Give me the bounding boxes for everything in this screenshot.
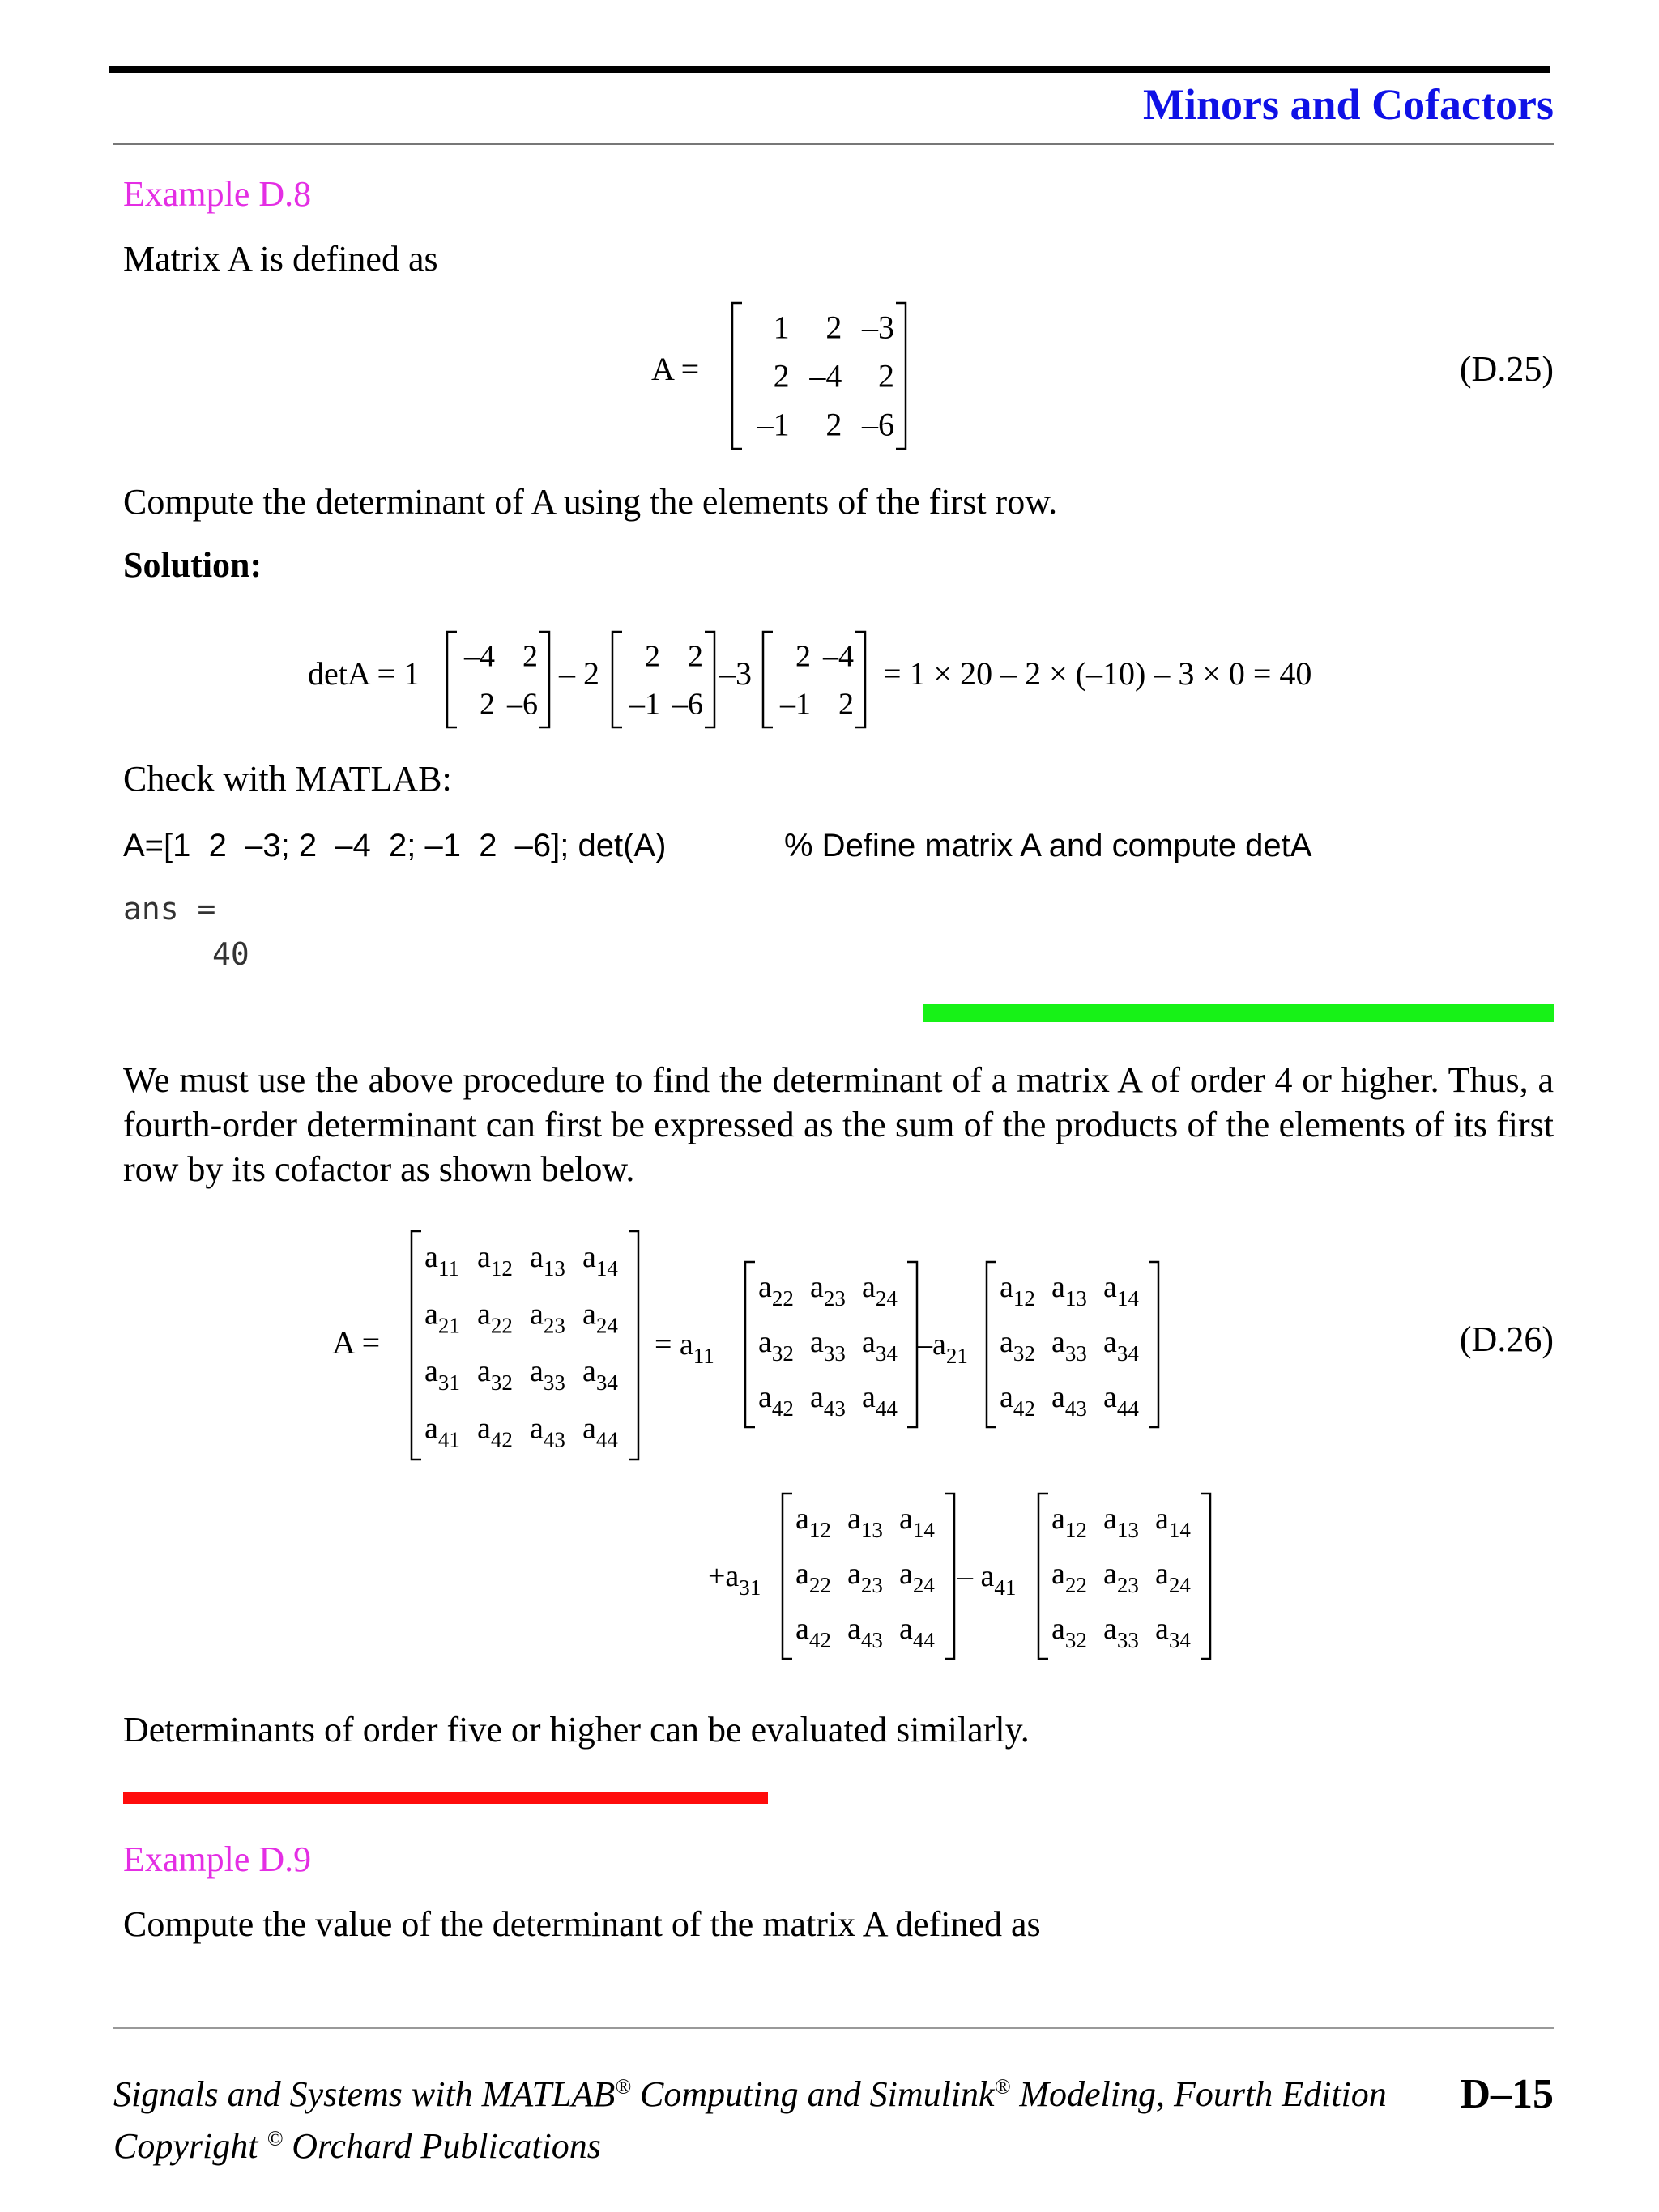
matrix-cell: $a_{22}$ bbox=[1051, 1556, 1087, 1597]
svg-text:= a11: = $a_{11}$ bbox=[655, 1328, 714, 1368]
matrix-cell: $a_{23}$ bbox=[530, 1297, 565, 1338]
matrix-cell: $a_{42}$ bbox=[795, 1611, 831, 1652]
term1-coef bbox=[653, 1312, 742, 1369]
matrix-cell: $a_{44}$ bbox=[899, 1611, 935, 1652]
expansion-lhs: A = bbox=[332, 1324, 381, 1361]
footer-book-part1: Signals and Systems with MATLAB bbox=[113, 2074, 616, 2114]
matrix-cell: $a_{34}$ bbox=[1155, 1611, 1191, 1652]
matrix-cell: $a_{34}$ bbox=[862, 1324, 898, 1366]
matrix-cell: –4 bbox=[464, 639, 495, 674]
green-divider-bar bbox=[923, 1004, 1554, 1022]
matrix-cell: $a_{23}$ bbox=[1103, 1556, 1139, 1597]
matrix-cell: $a_{22}$ bbox=[758, 1269, 794, 1311]
matrix-cell: $a_{42}$ bbox=[1000, 1379, 1035, 1421]
matrix-cell: $a_{43}$ bbox=[530, 1411, 565, 1452]
det-rhs: = 1 × 20 – 2 × (–10) – 3 × 0 = 40 bbox=[883, 655, 1312, 692]
matrix-cell: 2 bbox=[773, 357, 790, 394]
matrix-cell: $a_{32}$ bbox=[758, 1324, 794, 1366]
matrix-cell: –6 bbox=[862, 406, 894, 443]
matrix-cell: $a_{24}$ bbox=[899, 1556, 935, 1597]
svg-text:– a41: – $a_{41}$ bbox=[957, 1559, 1017, 1600]
copyright-label: Copyright bbox=[113, 2126, 258, 2166]
eq-number-d26: (D.26) bbox=[1459, 1319, 1554, 1359]
header-rule bbox=[109, 66, 1550, 73]
matrix-cell: $a_{14}$ bbox=[582, 1240, 618, 1281]
matrix-cell: $a_{32}$ bbox=[1000, 1324, 1035, 1366]
matrix-cell: 2 bbox=[522, 639, 538, 674]
publisher-name: Orchard Publications bbox=[283, 2126, 601, 2166]
red-divider-bar bbox=[123, 1792, 768, 1804]
matrix-a bbox=[729, 300, 923, 454]
matlab-ans-value: 40 bbox=[212, 936, 249, 972]
matrix-cell: $a_{14}$ bbox=[1103, 1269, 1139, 1311]
example-d9-title: Example D.9 bbox=[123, 1839, 312, 1879]
matrix-cell: $a_{41}$ bbox=[424, 1411, 460, 1452]
footer-book-part2: Computing and Simulink bbox=[631, 2074, 995, 2114]
matrix-cell: 2 bbox=[878, 357, 894, 394]
matrix-cell: $a_{34}$ bbox=[582, 1354, 618, 1396]
svg-text:+a31: $+a_{31}$ bbox=[708, 1559, 761, 1600]
header-divider bbox=[113, 143, 1554, 145]
matrix-cell: 2 bbox=[688, 639, 703, 674]
matrix-cell: $a_{33}$ bbox=[1103, 1611, 1139, 1652]
matrix-cell: 2 bbox=[825, 309, 842, 346]
matrix-cell: 2 bbox=[838, 687, 854, 722]
matrix-a-label: A = bbox=[651, 351, 700, 387]
page-number: D–15 bbox=[1460, 2071, 1554, 2117]
coef-3: –3 bbox=[719, 655, 752, 692]
solution-label: Solution: bbox=[123, 545, 262, 585]
example-d9-task: Compute the value of the determinant of the matrix A defined as bbox=[123, 1904, 1041, 1944]
matrix-cell: $a_{42}$ bbox=[758, 1379, 794, 1421]
matrix-cell: $a_{42}$ bbox=[477, 1411, 513, 1452]
eq-number-d25: (D.25) bbox=[1459, 349, 1554, 389]
matrix-cell: $a_{21}$ bbox=[424, 1297, 460, 1338]
example-d8-intro: Matrix A is defined as bbox=[123, 239, 438, 279]
matrix-cell: $a_{13}$ bbox=[1103, 1501, 1139, 1542]
minor-1 bbox=[444, 629, 554, 731]
matrix-cell: $a_{24}$ bbox=[862, 1269, 898, 1311]
matrix-cell: 2 bbox=[825, 406, 842, 443]
matrix-cell: $a_{43}$ bbox=[847, 1611, 883, 1652]
matrix-cell: –6 bbox=[672, 687, 703, 722]
term4-coef bbox=[956, 1544, 1045, 1600]
matrix-cell: $a_{12}$ bbox=[1051, 1501, 1087, 1542]
matlab-code: A=[1 2 –3; 2 –4 2; –1 2 –6]; det(A) bbox=[123, 828, 667, 863]
matrix-cell: –1 bbox=[629, 687, 660, 722]
footer-book-part3: Modeling, Fourth Edition bbox=[1010, 2074, 1387, 2114]
matrix-cell: –3 bbox=[862, 309, 894, 346]
term1-minor bbox=[742, 1259, 922, 1430]
matrix-cell: $a_{13}$ bbox=[1051, 1269, 1087, 1311]
copyright-symbol: © bbox=[267, 2126, 284, 2150]
matrix-cell: $a_{44}$ bbox=[1103, 1379, 1139, 1421]
matrix-cell: –4 bbox=[809, 357, 842, 394]
registered-mark-2: ® bbox=[994, 2074, 1011, 2099]
footer-copyright bbox=[113, 2125, 601, 2167]
closing-text: Determinants of order five or higher can be evaluated similarly. bbox=[123, 1710, 1030, 1750]
body-paragraph: We must use the above procedure to find the determinant of a matrix A of order 4 or higher. Thus, a fourth-order determinant can first be expressed as the sum of the products of the elements of its first row by its cofactor as shown below. bbox=[123, 1060, 1554, 1189]
matrix-cell: $a_{24}$ bbox=[582, 1297, 618, 1338]
matrix-cell: $a_{14}$ bbox=[899, 1501, 935, 1542]
matrix-cell: $a_{44}$ bbox=[862, 1379, 898, 1421]
matrix-cell: $a_{23}$ bbox=[847, 1556, 883, 1597]
matrix-cell: $a_{43}$ bbox=[1051, 1379, 1087, 1421]
minor-2 bbox=[609, 629, 719, 731]
matrix-cell: 2 bbox=[795, 639, 811, 674]
svg-text:–a21: $-a_{21}$ bbox=[917, 1328, 968, 1368]
coef-2: – 2 bbox=[559, 655, 599, 692]
matrix-cell: –6 bbox=[507, 687, 538, 722]
term2-minor bbox=[983, 1259, 1163, 1430]
matrix-cell: $a_{11}$ bbox=[424, 1240, 459, 1281]
matrix-cell: $a_{13}$ bbox=[847, 1501, 883, 1542]
matrix-cell: $a_{34}$ bbox=[1103, 1324, 1139, 1366]
section-title: Minors and Cofactors bbox=[1143, 80, 1554, 129]
matrix-cell: 2 bbox=[480, 687, 495, 722]
example-d8-title: Example D.8 bbox=[123, 174, 312, 214]
matrix-cell: $a_{32}$ bbox=[477, 1354, 513, 1396]
footer-book-title bbox=[113, 2073, 1387, 2115]
matrix-cell: –1 bbox=[780, 687, 811, 722]
matrix-cell: $a_{33}$ bbox=[1051, 1324, 1087, 1366]
matrix-cell: $a_{33}$ bbox=[530, 1354, 565, 1396]
matrix-cell: $a_{23}$ bbox=[810, 1269, 846, 1311]
matrix-cell: $a_{44}$ bbox=[582, 1411, 618, 1452]
matrix-cell: –1 bbox=[757, 406, 790, 443]
matlab-ans-label: ans = bbox=[123, 891, 216, 927]
footer-divider bbox=[113, 2027, 1554, 2029]
matrix-cell: $a_{12}$ bbox=[1000, 1269, 1035, 1311]
matrix-cell: $a_{24}$ bbox=[1155, 1556, 1191, 1597]
matrix-cell: 2 bbox=[645, 639, 660, 674]
matrix-cell: $a_{13}$ bbox=[530, 1240, 565, 1281]
matrix-cell: $a_{43}$ bbox=[810, 1379, 846, 1421]
matrix-cell: 1 bbox=[773, 309, 790, 346]
matlab-comment: % Define matrix A and compute detA bbox=[784, 828, 1312, 863]
registered-mark-1: ® bbox=[615, 2074, 632, 2099]
matrix-4x4 bbox=[408, 1228, 643, 1463]
matrix-cell: $a_{12}$ bbox=[795, 1501, 831, 1542]
minor-3 bbox=[760, 629, 870, 731]
term3-minor bbox=[779, 1490, 959, 1662]
matrix-cell: $a_{12}$ bbox=[477, 1240, 513, 1281]
matrix-cell: –4 bbox=[823, 639, 854, 674]
term4-minor bbox=[1035, 1490, 1215, 1662]
term3-coef bbox=[706, 1544, 787, 1600]
det-lhs: detA = 1 bbox=[308, 655, 420, 692]
matrix-cell: $a_{22}$ bbox=[795, 1556, 831, 1597]
matrix-cell: $a_{32}$ bbox=[1051, 1611, 1087, 1652]
matrix-cell: $a_{33}$ bbox=[810, 1324, 846, 1366]
example-d8-task: Compute the determinant of A using the elements of the first row. bbox=[123, 482, 1058, 522]
matrix-cell: $a_{31}$ bbox=[424, 1354, 460, 1396]
matrix-cell: $a_{14}$ bbox=[1155, 1501, 1191, 1542]
check-label: Check with MATLAB: bbox=[123, 759, 452, 799]
matrix-cell: $a_{22}$ bbox=[477, 1297, 513, 1338]
